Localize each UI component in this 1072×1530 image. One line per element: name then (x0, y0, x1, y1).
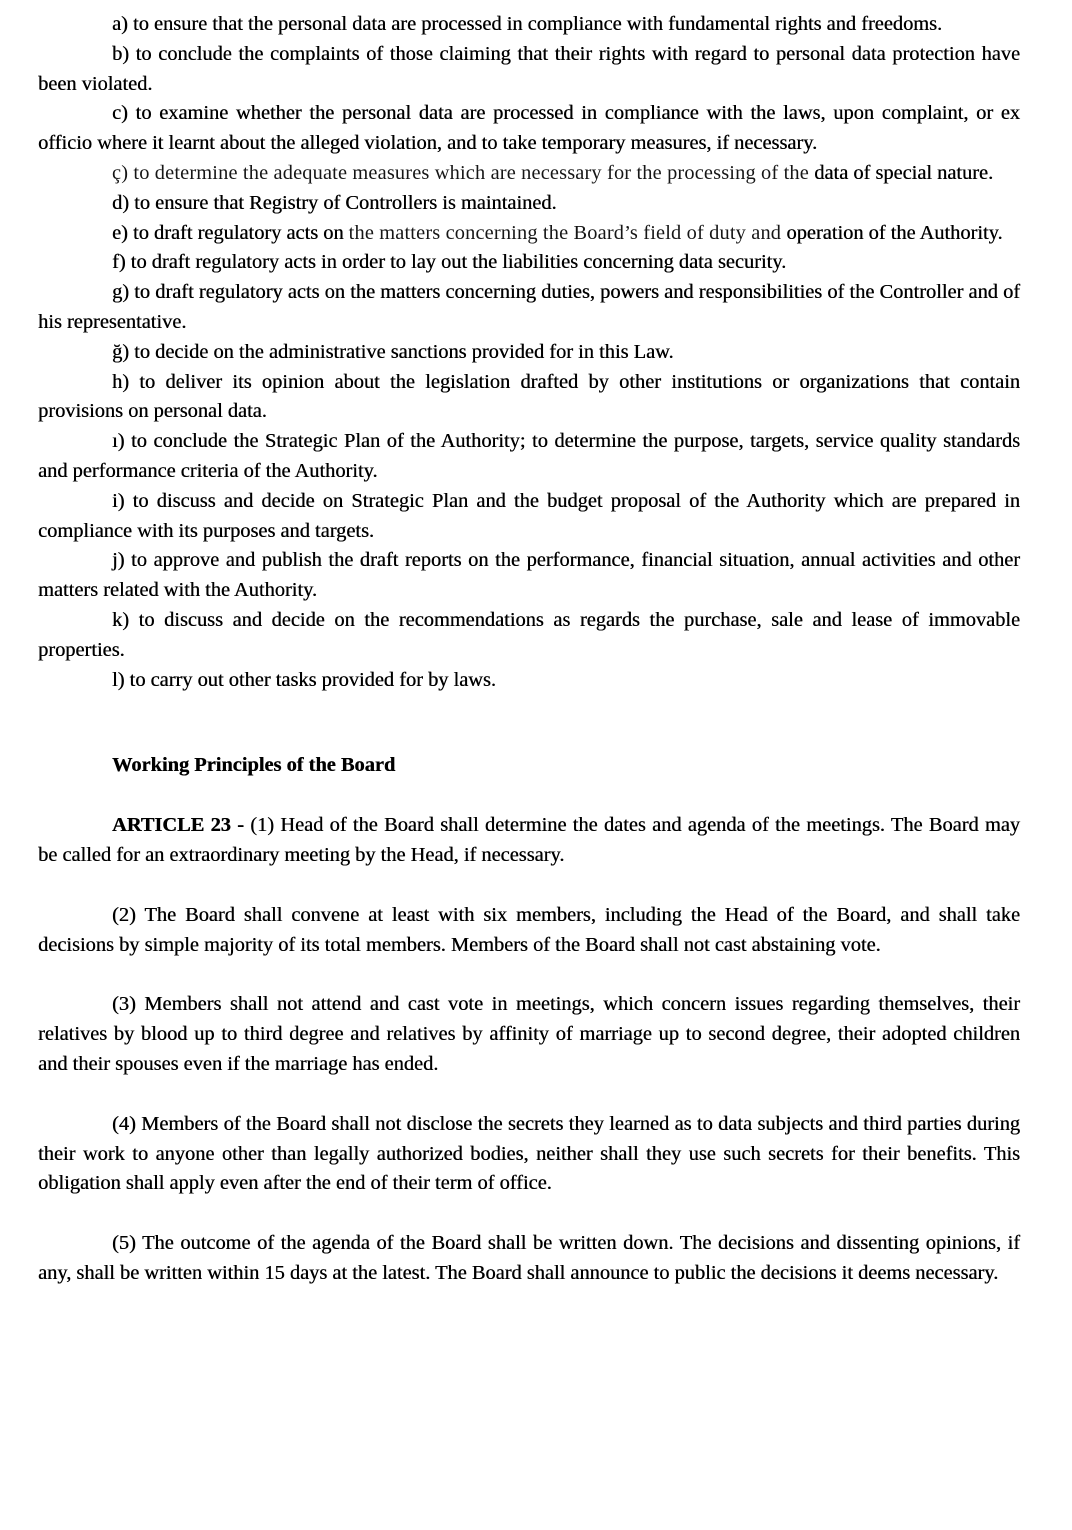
item-f (38, 248, 1020, 278)
section-heading: Working Principles of the Board (112, 754, 396, 777)
text-segment: d) to ensure that Registry of Controllers is maintained. (112, 191, 557, 214)
text-segment: a) to ensure that the personal data are processed in compliance with fundamental rights and freedoms. (112, 13, 943, 35)
item-a (38, 10, 1020, 40)
text-segment: b) to conclude the complaints of those claiming that their rights with regard to personal data protection have been violated. (38, 42, 1020, 95)
text-segment: (3) Members shall not attend and cast vote in meetings, which concern issues regarding themselves, their relatives by blood up to third degree and relatives by affinity of marriage up to second degree, their adopted children and their spouses even if the marriage has ended. (38, 993, 1020, 1075)
article-23-paragraph-2 (38, 901, 1020, 961)
text-segment: h) to deliver its opinion about the legislation drafted by other institutions or organizations that contain provisions on personal data. (38, 370, 1020, 423)
text-segment: f) to draft regulatory acts in order to lay out the liabilities concerning data security. (112, 251, 787, 274)
item-g-breve (38, 338, 1020, 368)
item-l (38, 666, 1020, 696)
article-23-paragraph-3 (38, 990, 1020, 1079)
text-segment: operation of the Authority. (786, 221, 1003, 244)
article-23-paragraph-4 (38, 1110, 1020, 1199)
item-k (38, 606, 1020, 666)
article-23-paragraph-5 (38, 1229, 1020, 1289)
text-segment: k) to discuss and decide on the recommendations as regards the purchase, sale and lease of immovable properties. (38, 608, 1020, 661)
item-g (38, 278, 1020, 338)
text-segment: (5) The outcome of the agenda of the Board shall be written down. The decisions and dissenting opinions, if any, shall be written within 15 days at the latest. The Board shall announce to public the decisions it deems necessary. (38, 1232, 1020, 1284)
item-c (38, 99, 1020, 159)
item-j (38, 546, 1020, 606)
item-c-cedilla (38, 159, 1020, 189)
board-duties-list (38, 10, 1020, 695)
item-d (38, 189, 1020, 219)
text-segment: ARTICLE 23 - (112, 814, 251, 837)
text-segment: the matters concerning the Board’s field of duty and (348, 221, 787, 244)
text-segment: g) to draft regulatory acts on the matters concerning duties, powers and responsibilities of the Controller and of his representative. (38, 281, 1020, 333)
article-23-paragraph-1 (38, 811, 1020, 871)
text-segment: data of special nature. (814, 161, 994, 184)
item-h (38, 368, 1020, 428)
text-segment: e) to draft regulatory acts on (112, 221, 349, 244)
item-i-dotless (38, 427, 1020, 487)
text-segment: ı) to conclude the Strategic Plan of the Authority; to determine the purpose, targets, service quality standards and performance criteria of the Authority. (38, 430, 1020, 482)
item-b (38, 40, 1020, 100)
item-i (38, 487, 1020, 547)
text-segment: c) to examine whether the personal data are processed in compliance with the laws, upon complaint, or ex officio where it learnt about the alleged violation, and to take temporary measures, if necessary. (38, 102, 1020, 155)
text-segment: l) to carry out other tasks provided for by laws. (112, 668, 496, 691)
text-segment: (4) Members of the Board shall not disclose the secrets they learned as to data subjects and third parties during their work to anyone other than legally authorized bodies, neither shall they use such secrets for their benefits. This obligation shall apply even after the end of their term of office. (38, 1112, 1020, 1195)
text-segment: i) to discuss and decide on Strategic Plan and the budget proposal of the Authority which are prepared in compliance with its purposes and targets. (38, 489, 1020, 542)
text-segment: (2) The Board shall convene at least with six members, including the Head of the Board, and shall take decisions by simple majority of its total members. Members of the Board shall not cast abstaining vote. (38, 903, 1020, 956)
item-e (38, 219, 1020, 249)
text-segment: ğ) to decide on the administrative sanctions provided for in this Law. (112, 340, 674, 363)
text-segment: ç) to determine the adequate measures which are necessary for the processing of the (112, 161, 815, 184)
article-23-body (38, 811, 1020, 1289)
text-segment: j) to approve and publish the draft reports on the performance, financial situation, annual activities and other matters related with the Authority. (38, 549, 1020, 602)
text-segment: (1) Head of the Board shall determine the dates and agenda of the meetings. The Board may be called for an extraordinary meeting by the Head, if necessary. (38, 814, 1020, 866)
